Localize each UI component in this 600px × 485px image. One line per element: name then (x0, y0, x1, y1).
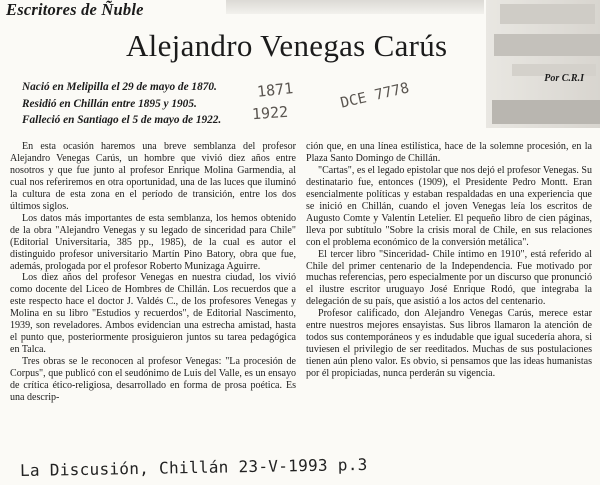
paragraph: Los diez años del profesor Venegas en nuestra ciudad, los vivió como docente del Liceo de Hombres de Chillán. Los recuerdos que a este respecto hace el doctor J. Valdés C., de los profesores Venegas y Molina en su libro "Estudios y recuerdos", de Editorial Nascimento, 1939, son reveladores. Ambos evidencian una estrecha amistad, hasta el punto que, posteriormente prosiguieron juntos su tarea pedagógica en Talca. (10, 272, 296, 356)
bio-line-resided: Residió en Chillán entre 1895 y 1905. (22, 97, 197, 110)
paragraph: El tercer libro "Sinceridad- Chile íntimo en 1910", está referido al Chile del primer centenario de la Independencia. Fue motivado por muchas referencias, pero especialmente por un discurso que pronunció el ilustre escritor uruguayo José Enrique Rodó, que integraba la delegación de su país, que asistió a los actos del centenario. (306, 248, 592, 308)
article-column-right (306, 141, 592, 380)
section-heading: Escritores de Ñuble (6, 0, 144, 19)
handwritten-year-born: 1871 (256, 79, 294, 101)
article-column-left (10, 141, 296, 404)
paragraph: En esta ocasión haremos una breve semblanza del profesor Alejandro Venegas Carús, un hombre que vivió diez años entre nosotros y que fue junto al profesor Enrique Molina Garmendia, al cual nos referiremos en otra oportunidad, una de las luces que iluminó la cultura de esta zona en el período de transición, entre los dos últimos siglos. (10, 141, 296, 212)
handwritten-source-note: La Discusión, Chillán 23-V-1993 p.3 (19, 454, 368, 481)
paragraph: ción que, en una línea estilística, hace de la solemne procesión, en la Plaza Santo Domingo de Chillán. (306, 141, 592, 164)
handwritten-year-died: 1922 (251, 102, 289, 124)
adjacent-page-bleed (486, 0, 600, 128)
article-title: Alejandro Venegas Carús (126, 28, 448, 63)
byline: Por C.R.I (544, 73, 584, 84)
bleed-block (500, 4, 595, 24)
bleed-block (494, 34, 600, 56)
bio-line-born: Nació en Melipilla el 29 de mayo de 1870. (22, 81, 217, 93)
paragraph: Los datos más importantes de esta semblanza, los hemos obtenido de la obra "Alejandro Venegas y su legado de sinceridad para Chile" (Editorial Universitaria, 385 pp., 1985), de la cual es autor el distinguido profesor universitario Martín Pino Batory, obra que fue, además, prologada por el profesor Roberto Munizaga Aguirre. (10, 212, 296, 272)
handwritten-catalog-code: DCE 7778 (339, 80, 411, 112)
paragraph: Profesor calificado, don Alejandro Venegas Carús, merece estar entre nuestros mejores ensayistas. Sus libros llamaron la atención de todos sus contemporáneos y es indudable que igual sucedería ahora, si tuviesen el privilegio de ser reeditados. Muchas de sus postulaciones tienen aún pleno valor. Es obvio, si pensamos que las ideas humanistas por él propiciadas, nunca perderán su vigencia. (306, 308, 592, 380)
bio-line-died: Falleció en Santiago el 5 de mayo de 1922. (22, 114, 222, 126)
bleed-block (492, 100, 600, 124)
adjacent-page-bleed-top (226, 0, 484, 14)
paragraph: Tres obras se le reconocen al profesor Venegas: "La procesión de Corpus", que publicó con el seudónimo de Luis del Valle, es un ensayo de crítica ético-religiosa, desarrollado en forma de prosa poética. Es una descrip- (10, 356, 296, 404)
paragraph: "Cartas", es el legado epistolar que nos dejó el profesor Venegas. Su destinatario fue, entonces (1909), el Presidente Pedro Montt. Eran esencialmente políticas y estaban respaldadas en una experiencia que se inició en Chillán, cuando el joven Venegas leía los escritos de Augusto Comte y Valentín Letelier. El pequeño libro de cien páginas, lleva por subtítulo "Sobre la crisis moral de Chile, en sus relaciones con el problema económico de la conversión metálica". (306, 164, 592, 248)
bio-box (22, 79, 221, 129)
